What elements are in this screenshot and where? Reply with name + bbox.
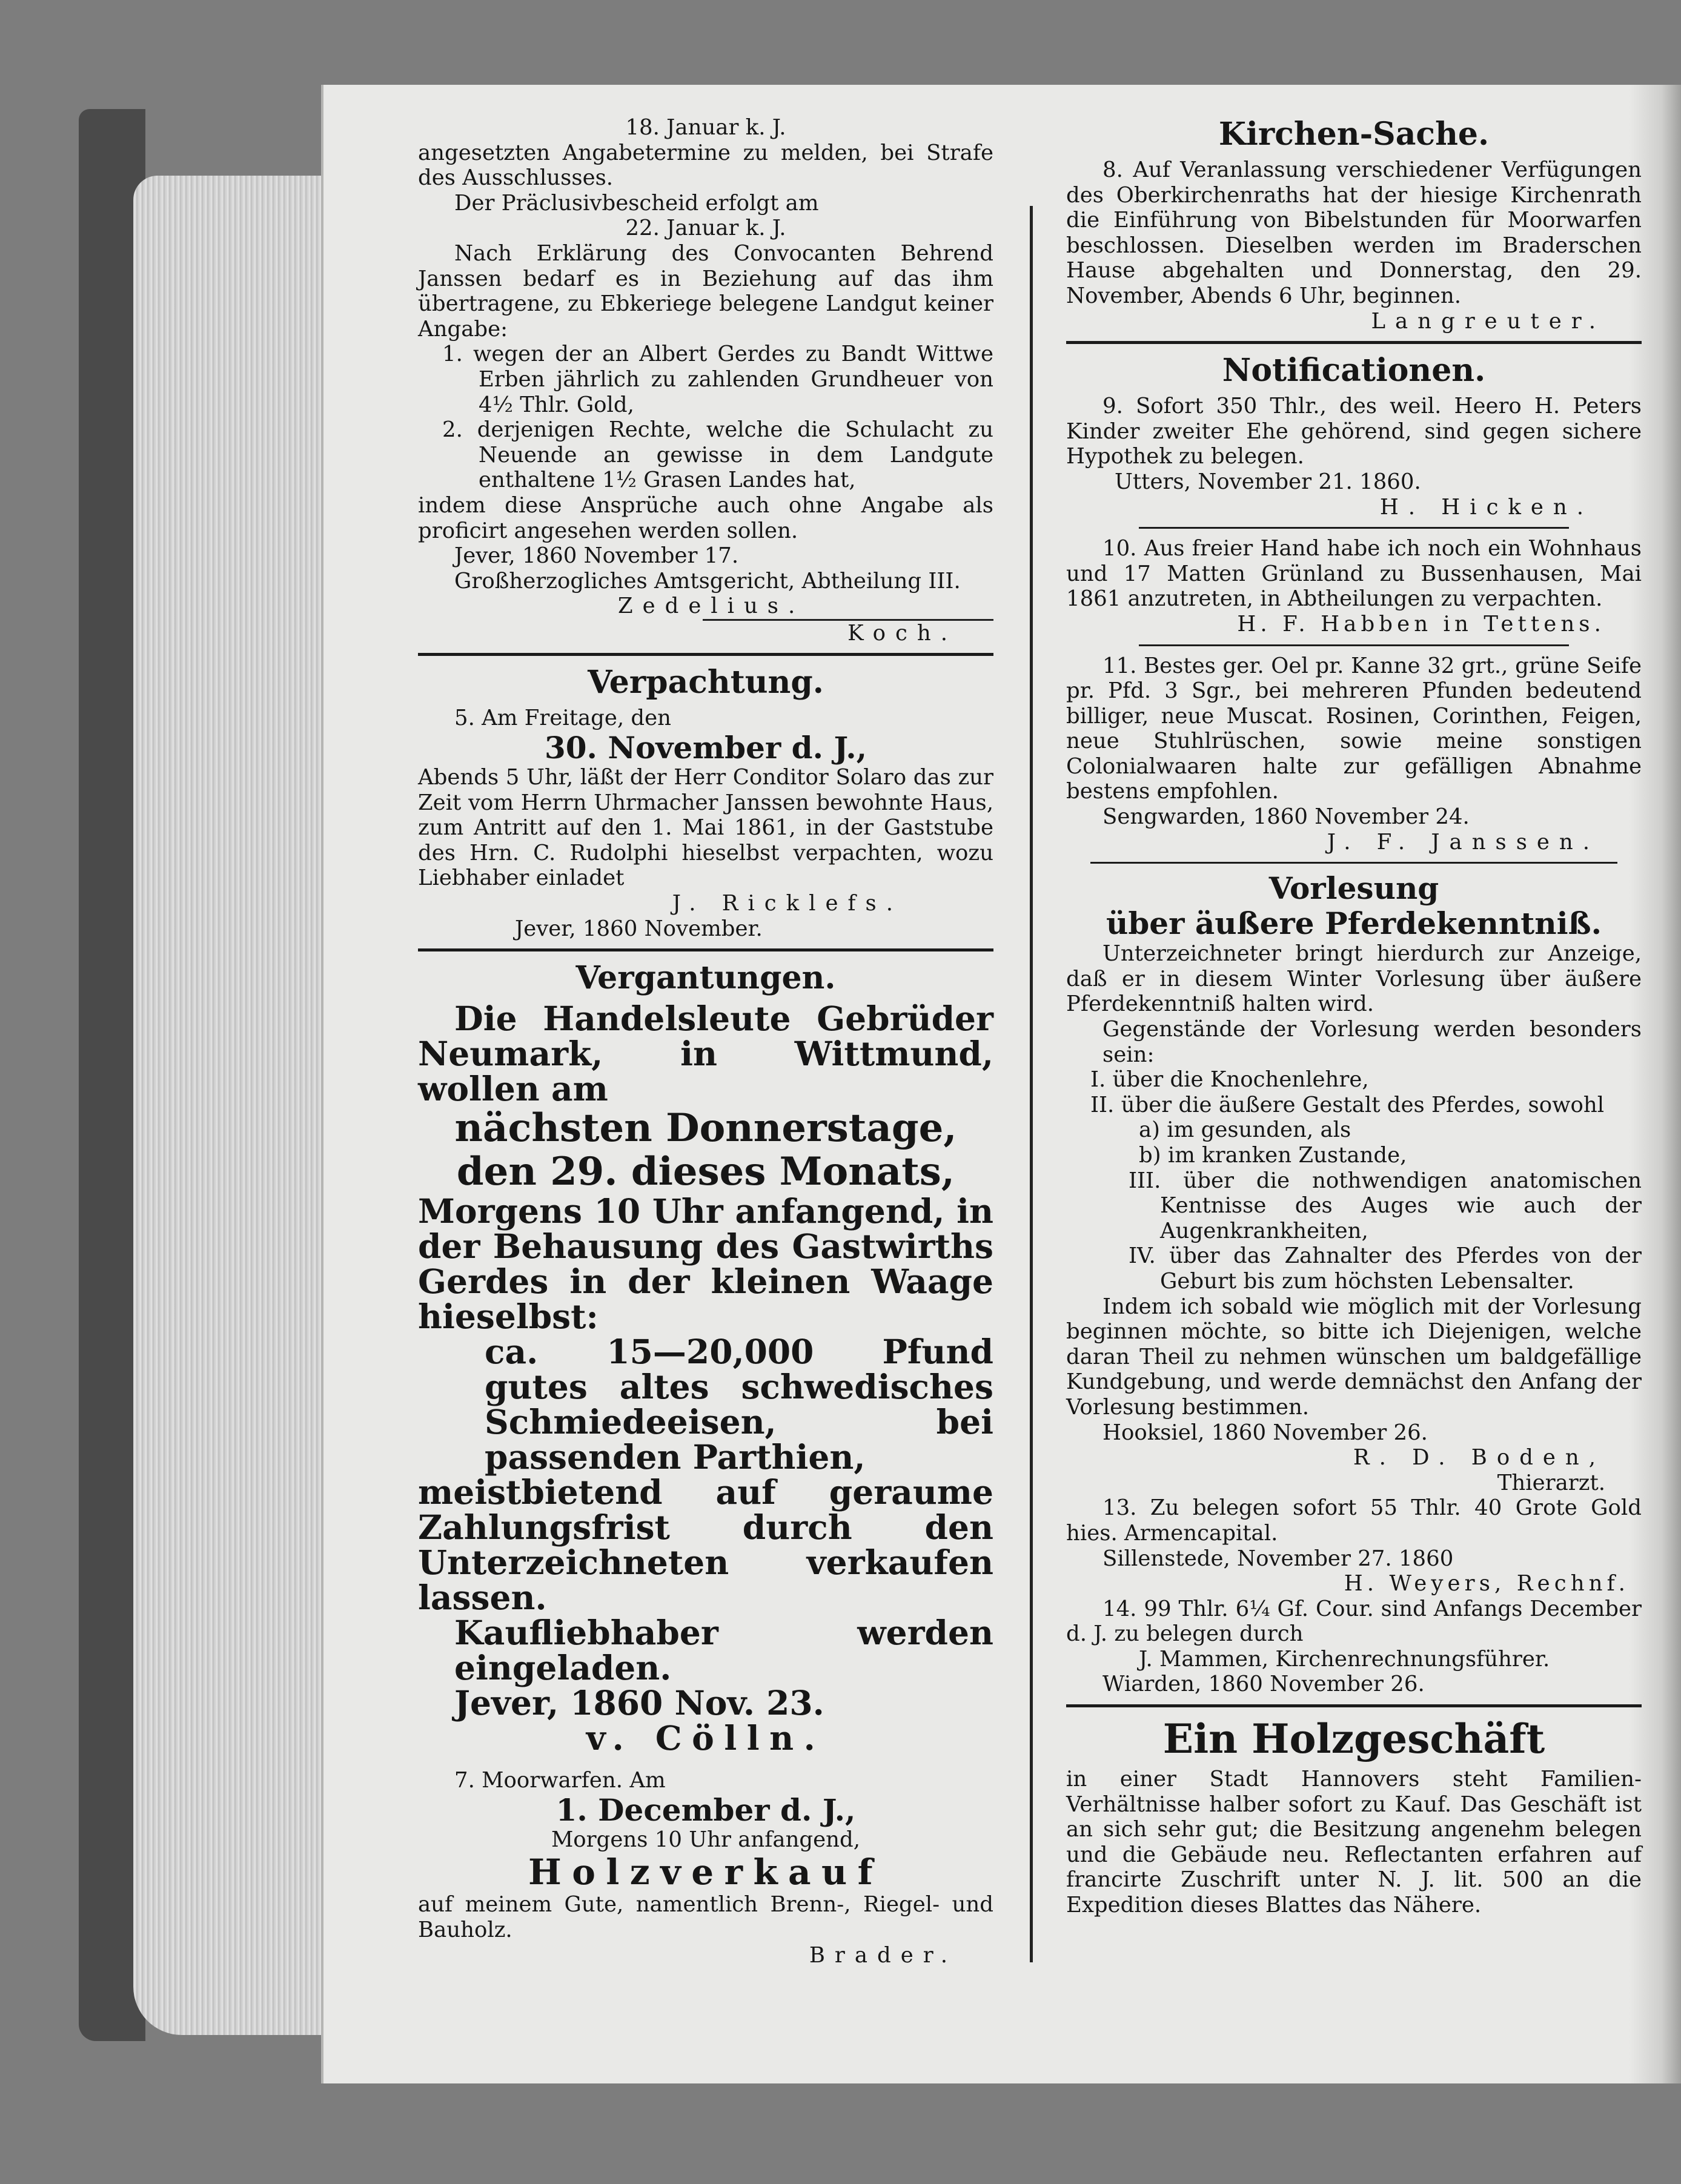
authority-line: Großherzogliches Amtsgericht, Abtheilung III. [454, 568, 961, 594]
text-line: 5. Am Freitage, den [454, 706, 672, 731]
text-line: Morgens 10 Uhr anfangend, [551, 1827, 861, 1852]
auction-terms: meistbietend auf geraume Zahlungsfrist durch den Unterzeichneten verkaufen lassen. [418, 1472, 993, 1618]
place-date: Jever, 1860 November. [515, 916, 763, 941]
text-paragraph: 10. Aus freier Hand habe ich noch ein Wohnhaus und 17 Matten Grünland zu Bussenhausen, Mai 1861 anzutreten, in Abtheilungen zu verpachten. [1066, 536, 1642, 612]
signature: v. Cölln. [586, 1718, 826, 1758]
sub-list-item: b) im kranken Zustande, [1139, 1143, 1407, 1168]
text-line: Gegenstände der Vorlesung werden besonders sein: [1102, 1017, 1642, 1067]
auction-invite: Kaufliebhaber werden eingeladen. [454, 1613, 993, 1688]
signature: J. Mammen, Kirchenrechnungsführer. [1139, 1646, 1550, 1672]
signature: R. D. Boden, [1353, 1445, 1605, 1471]
auction-date: den 29. dieses Monats, [456, 1149, 955, 1195]
section-heading: Verpachtung. [588, 664, 824, 701]
text-paragraph: 14. 99 Thlr. 6¼ Gf. Cour. sind Anfangs December d. J. zu belegen durch [1066, 1596, 1642, 1647]
place-date: Wiarden, 1860 November 26. [1102, 1672, 1425, 1697]
section-rule [418, 948, 993, 951]
text-paragraph: 9. Sofort 350 Thlr., des weil. Heero H. Peters Kinder zweiter Ehe gehörend, sind gegen sichere Hypothek zu belegen. [1066, 394, 1642, 469]
signature: H. Hicken. [1379, 494, 1593, 520]
signature: Brader. [809, 1942, 957, 1968]
text-paragraph: 8. Auf Veranlassung verschiedener Verfügungen des Oberkirchenraths hat der hiesige Kirchenrath die Einführung von Bibelstunden für Moorwarfen beschlossen. Dieselben werden im Braderschen Hause abgehalten und Donnerstag, den 29. November, Abends 6 Uhr, beginnen. [1066, 157, 1642, 308]
section-heading: Kirchen-Sache. [1218, 116, 1490, 153]
text-paragraph: Indem ich sobald wie möglich mit der Vorlesung beginnen möchte, so bitte ich Diejenigen, welche daran Theil zu nehmen wünschen um baldgefällige Kundgebung, und werde demnächst den Anfang der Vorlesung bestimmen. [1066, 1294, 1642, 1420]
separator [1139, 527, 1569, 529]
right-column [1066, 115, 1642, 1918]
section-rule [418, 653, 993, 656]
text-paragraph: indem diese Ansprüche auch ohne Angabe als proficirt angesehen werden sollen. [418, 492, 993, 543]
place-date: Hooksiel, 1860 November 26. [1102, 1420, 1428, 1445]
text-paragraph: auf meinem Gute, namentlich Brenn-, Riegel- und Bauholz. [418, 1892, 993, 1942]
sub-list-item: a) im gesunden, als [1139, 1117, 1351, 1143]
section-subheading: über äußere Pferdekenntniß. [1106, 905, 1602, 942]
place-date: Sillenstede, November 27. 1860 [1102, 1546, 1454, 1571]
section-heading: Vorlesung [1268, 870, 1439, 907]
text-paragraph: Abends 5 Uhr, läßt der Herr Conditor Solaro das zur Zeit vom Herrn Uhrmacher Janssen bewohnte Haus, zum Antritt auf den 1. Mai 1861, in der Gaststube des Hrn. C. Rudolphi hieselbst verpachten, wozu Liebhaber einladet [418, 765, 993, 891]
text-paragraph: angesetzten Angabetermine zu melden, bei Strafe des Ausschlusses. [418, 140, 993, 191]
separator [1139, 644, 1569, 646]
auction-intro: Die Handelsleute Gebrüder Neumark, in Wittmund, wollen am [418, 999, 993, 1109]
section-rule [1066, 1704, 1642, 1707]
date-line: 22. Januar k. J. [625, 216, 786, 241]
section-heading: Notificationen. [1222, 352, 1486, 389]
signature: J. Ricklefs. [672, 891, 903, 916]
auction-day: nächsten Donnerstage, [454, 1105, 957, 1151]
signature: J. F. Janssen. [1327, 829, 1599, 855]
sale-title: Holzverkauf [528, 1851, 883, 1893]
list-item: II. über die äußere Gestalt des Pferdes, sowohl [1090, 1092, 1605, 1117]
section-heading: Vergantungen. [575, 959, 836, 997]
place-date: Jever, 1860 Nov. 23. [454, 1683, 824, 1723]
list-item: IV. über das Zahnalter des Pferdes von der Geburt bis zum höchsten Lebensalter. [1129, 1243, 1642, 1294]
text-line: Der Präclusivbescheid erfolgt am [454, 190, 819, 216]
event-date: 1. December d. J., [555, 1792, 856, 1828]
date-line: 18. Januar k. J. [625, 115, 786, 140]
text-paragraph: 13. Zu belegen sofort 55 Thlr. 40 Grote Gold hies. Armencapital. [1066, 1495, 1642, 1546]
left-column [418, 115, 993, 1968]
separator [1090, 862, 1617, 864]
text-line: 7. Moorwarfen. Am [454, 1768, 666, 1793]
text-paragraph: Unterzeichneter bringt hierdurch zur Anzeige, daß er in diesem Winter Vorlesung über äußere Pferdekenntniß halten wird. [1066, 941, 1642, 1017]
column-divider [1030, 206, 1033, 1962]
auction-location: Morgens 10 Uhr anfangend, in der Behausung des Gastwirths Gerdes in der kleinen Waage hieselbst: [418, 1191, 993, 1337]
place-date: Jever, 1860 November 17. [454, 543, 739, 569]
list-item: III. über die nothwendigen anatomischen Kentnisse des Auges wie auch der Augenkrankheiten, [1129, 1168, 1642, 1243]
place-date: Utters, November 21. 1860. [1115, 469, 1421, 494]
section-heading: Ein Holzgeschäft [1162, 1715, 1545, 1763]
event-date: 30. November d. J., [544, 730, 867, 766]
section-rule [1066, 341, 1642, 344]
signature-title: Thierarzt. [1497, 1470, 1605, 1495]
text-paragraph: Nach Erklärung des Convocanten Behrend Janssen bedarf es in Beziehung auf das ihm übertragene, zu Ebkeriege belegene Landgut keiner Angabe: [418, 240, 993, 342]
text-paragraph: 11. Bestes ger. Oel pr. Kanne 32 grt., grüne Seife pr. Pfd. 3 Sgr., bei mehreren Pfunden bedeutend billiger, neue Muscat. Rosinen, Corinthen, Feigen, neue Stuhlrüschen, sowie meine sonstigen Colonialwaaren halte zur gefälligen Abnahme bestens empfohlen. [1066, 653, 1642, 804]
list-item: 1. wegen der an Albert Gerdes zu Bandt Wittwe Erben jährlich zu zahlenden Grundheuer von 4½ Thlr. Gold, [442, 342, 993, 417]
signature: Langreuter. [1371, 308, 1605, 334]
text-paragraph: in einer Stadt Hannovers steht Familien-Verhältnisse halber sofort zu Kauf. Das Geschäft ist an sich sehr gut; die Besitzung angenehm belegen und die Gebäude neu. Reflectanten erfahren auf francirte Zuschrift unter N. J. lit. 500 an die Expedition dieses Blattes das Nähere. [1066, 1767, 1642, 1918]
signature: Koch. [847, 620, 957, 646]
list-item: I. über die Knochenlehre, [1090, 1067, 1369, 1093]
list-item: 2. derjenigen Rechte, welche die Schulacht zu Neuende an gewisse in dem Landgute enthaltene 1½ Grasen Landes hat, [442, 417, 993, 493]
signature: H. Weyers, Rechnf. [1344, 1571, 1630, 1597]
signature: Zedelius. [618, 594, 805, 619]
place-date: Sengwarden, 1860 November 24. [1102, 804, 1470, 830]
auction-goods: ca. 15—20,000 Pfund gutes altes schwedisches Schmiedeeisen, bei passenden Parthien, [485, 1332, 993, 1477]
signature: H. F. Habben in Tettens. [1237, 611, 1605, 637]
